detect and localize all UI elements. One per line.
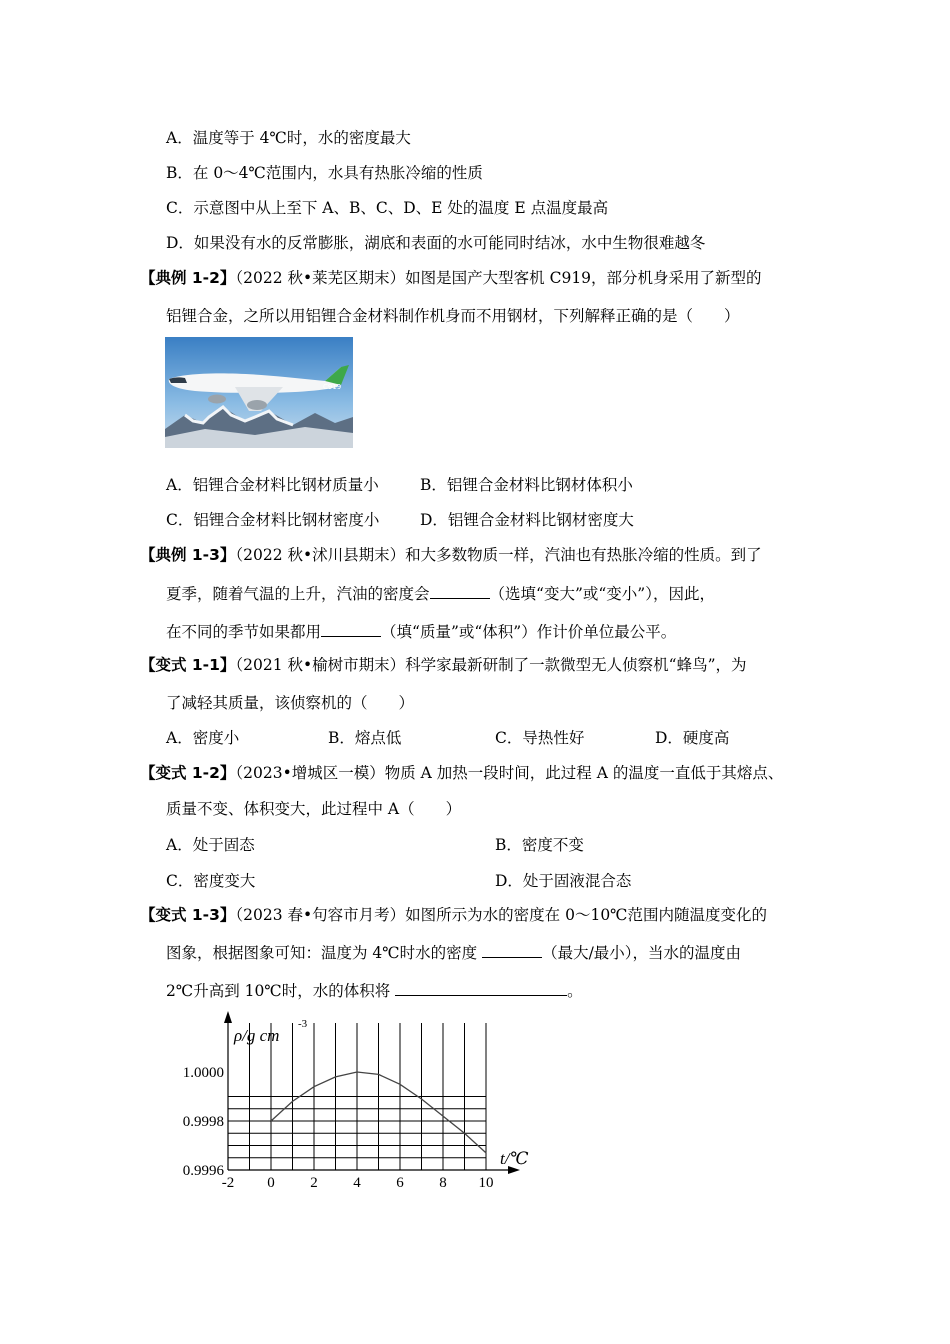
- chart-tick-labels: [183, 1065, 494, 1191]
- variant-1-3-text2a: 图象，根据图象可知：温度为 4℃时水的密度: [166, 944, 483, 962]
- variant-1-2-text1: （2023•增城区一模）物质 A 加热一段时间，此过程 A 的温度一直低于其熔点、: [235, 764, 784, 782]
- chart-y-axis-label: ρ/g cm: [234, 1026, 280, 1045]
- variant-1-2-option-d: D．处于固液混合态: [495, 872, 632, 890]
- x-tick-label: -2: [221, 1175, 235, 1191]
- example-1-2-tag: 【典例 1-2】: [140, 269, 236, 287]
- c919-tail-label: C919: [323, 383, 342, 391]
- y-axis-arrow: [224, 1011, 232, 1023]
- answer-blank-density: [430, 584, 490, 599]
- example-1-3-line3: [166, 622, 676, 642]
- example-1-2-option-a: A．铝锂合金材料比钢材质量小: [166, 476, 379, 494]
- example-1-3-text3b: （填“质量”或“体积”）作计价单位最公平。: [381, 623, 677, 641]
- variant-1-3-text3b: 。: [567, 982, 583, 1000]
- x-tick-label: 0: [267, 1175, 275, 1191]
- q1-option-b: B．在 0～4℃范围内，水具有热胀冷缩的性质: [166, 164, 483, 182]
- variant-1-3-text1: （2023 春•句容市月考）如图所示为水的密度在 0～10℃范围内随温度变化的: [235, 906, 768, 924]
- example-1-2-option-b: B．铝锂合金材料比钢材体积小: [420, 476, 633, 494]
- x-tick-label: 4: [353, 1175, 361, 1191]
- example-1-2-line1: [140, 268, 762, 288]
- chart-x-axis-label: t/℃: [500, 1149, 529, 1168]
- q1-option-c: C．示意图中从上至下 A、B、C、D、E 处的温度 E 点温度最高: [166, 199, 609, 217]
- variant-1-1-option-c: C．导热性好: [495, 729, 585, 747]
- x-tick-label: 6: [396, 1175, 404, 1191]
- example-1-3-text3a: 在不同的季节如果都用: [166, 623, 322, 641]
- x-tick-label: 2: [310, 1175, 318, 1191]
- example-1-3-text2b: （选填“变大”或“变小”），因此，: [489, 585, 715, 603]
- variant-1-1-option-b: B．熔点低: [328, 729, 402, 747]
- variant-1-3-line1: [140, 905, 767, 925]
- variant-1-2-line2: 质量不变、体积变大，此过程中 A（ ）: [166, 800, 462, 818]
- q1-option-a: A．温度等于 4℃时，水的密度最大: [166, 129, 411, 147]
- variant-1-2-option-c: C．密度变大: [166, 872, 256, 890]
- y-tick-label: 1.0000: [182, 1065, 224, 1081]
- variant-1-1-line1: [140, 655, 747, 675]
- variant-1-2-option-b: B．密度不变: [495, 836, 584, 854]
- example-1-3-tag: 【典例 1-3】: [140, 546, 236, 564]
- variant-1-1-text1: （2021 秋•榆树市期末）科学家最新研制了一款微型无人侦察机“蜂鸟”，为: [235, 656, 747, 674]
- water-density-chart: [160, 1005, 540, 1200]
- example-1-3-text2a: 夏季，随着气温的上升，汽油的密度会: [166, 585, 430, 603]
- example-1-3-text1: （2022 秋•沭川县期末）和大多数物质一样，汽油也有热胀冷缩的性质。到了: [235, 546, 762, 564]
- variant-1-3-text3a: 2℃升高到 10℃时，水的体积将: [166, 982, 396, 1000]
- example-1-2-text1: （2022 秋•莱芜区期末）如图是国产大型客机 C919，部分机身采用了新型的: [235, 269, 762, 287]
- y-tick-label: 0.9998: [182, 1114, 224, 1130]
- variant-1-3-line3: [166, 981, 583, 1001]
- chart-grid: [228, 1023, 486, 1170]
- variant-1-2-tag: 【变式 1-2】: [140, 764, 236, 782]
- chart-y-axis-label-superscript: -3: [298, 1018, 308, 1030]
- x-tick-label: 10: [478, 1175, 494, 1191]
- variant-1-1-tag: 【变式 1-1】: [140, 656, 236, 674]
- example-1-2-line2: 铝锂合金，之所以用铝锂合金材料制作机身而不用钢材，下列解释正确的是（ ）: [166, 307, 740, 325]
- variant-1-2-option-a: A．处于固态: [166, 836, 255, 854]
- c919-airplane-image: [165, 337, 353, 448]
- variant-1-2-line1: [140, 763, 783, 783]
- answer-blank-volume: [395, 981, 567, 996]
- x-tick-label: 8: [439, 1175, 447, 1191]
- variant-1-3-tag: 【变式 1-3】: [140, 906, 236, 924]
- variant-1-3-line2: [166, 943, 741, 963]
- answer-blank-unit: [321, 622, 381, 637]
- variant-1-1-line2: 了减轻其质量，该侦察机的（ ）: [166, 694, 415, 712]
- example-1-2-option-d: D．铝锂合金材料比钢材密度大: [420, 511, 634, 529]
- example-1-3-line2: [166, 584, 715, 604]
- answer-blank-max-min: [482, 943, 542, 958]
- variant-1-1-option-d: D．硬度高: [655, 729, 730, 747]
- variant-1-3-text2b: （最大/最小），当水的温度由: [542, 944, 742, 962]
- example-1-2-option-c: C．铝锂合金材料比钢材密度小: [166, 511, 380, 529]
- example-1-3-line1: [140, 545, 762, 565]
- variant-1-1-option-a: A．密度小: [166, 729, 240, 747]
- y-tick-label: 0.9996: [182, 1163, 224, 1179]
- q1-option-d: D．如果没有水的反常膨胀，湖底和表面的水可能同时结冰，水中生物很难越冬: [166, 234, 706, 252]
